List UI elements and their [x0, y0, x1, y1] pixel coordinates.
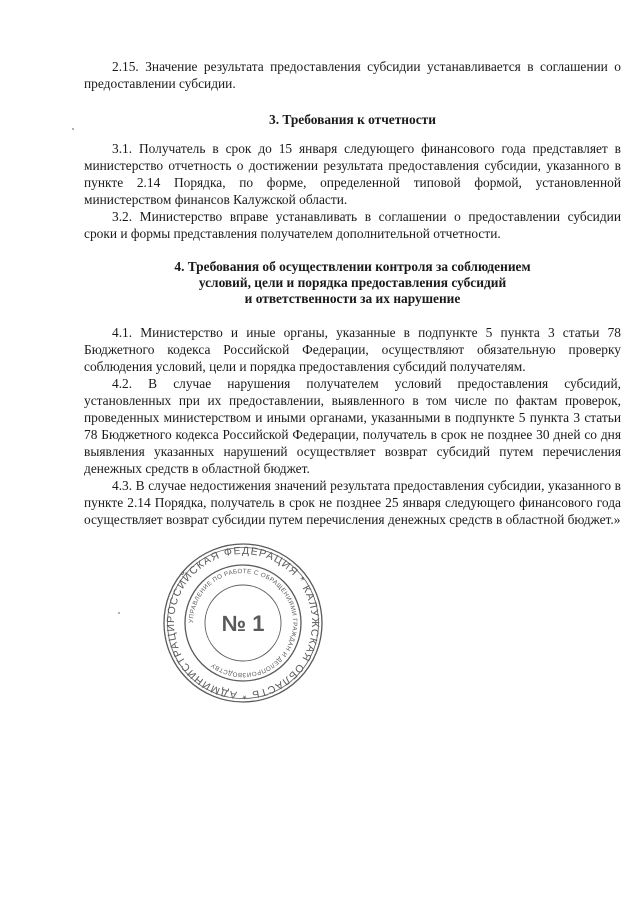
seal-graphic [160, 540, 326, 706]
section-4-heading [84, 259, 621, 307]
paragraph-4-2: 4.2. В случае нарушения получателем условий предоставления субсидий, установленных при их предоставлении, выявленного в том числе по фактам проверок, проведенных министерством и иными органами, указанными в подпункте 5 пункта 3 статьи 78 Бюджетного кодекса Российской Федерации, получатель в срок не позднее 30 дней со дня выявления указанных нарушений осуществляет возврат субсидий путем перечисления денежных средств в областной бюджет. [84, 376, 621, 476]
section-2-tail [84, 58, 621, 92]
section-4-heading-line: и ответственности за их нарушение [244, 291, 461, 306]
section-3-body [84, 140, 621, 242]
section-4-heading-line: 4. Требования об осуществлении контроля за соблюдением [174, 259, 531, 274]
section-4-body [84, 324, 621, 528]
paragraph-3-2: 3.2. Министерство вправе устанавливать в соглашении о предоставлении субсидии сроки и формы представления получателем дополнительной отчетности. [84, 209, 621, 241]
paragraph-3-1: 3.1. Получатель в срок до 15 января следующего финансового года представляет в министерство отчетность о достижении результата предоставления субсидии, указанного в пункте 2.14 Порядка, по форме, определенной типовой формой, установленной министерством финансов Калужской области. [84, 141, 621, 207]
margin-speck [72, 128, 74, 130]
section-3-heading: 3. Требования к отчетности [269, 112, 436, 127]
seal-inner-text: УПРАВЛЕНИЕ ПО РАБОТЕ С ОБРАЩЕНИЯМИ ГРАЖДАН И ДЕЛОПРОИЗВОДСТВУ [187, 567, 299, 679]
paragraph-4-3: 4.3. В случае недостижения значений результата предоставления субсидии, указанного в пункте 2.14 Порядка, получатель в срок не позднее 25 января следующего финансового года осуществляет возврат субсидии путем перечисления денежных средств в областной бюджет.» [84, 478, 621, 527]
paragraph-4-1: 4.1. Министерство и иные органы, указанные в подпункте 5 пункта 3 статьи 78 Бюджетного кодекса Российской Федерации, осуществляют обязательную проверку соблюдения условий, цели и порядка предоставления субсидий получателям. [84, 325, 621, 374]
paragraph-2-15: 2.15. Значение результата предоставления субсидии устанавливается в соглашении о предоставлении субсидии. [84, 59, 621, 91]
section-4-heading-line: условий, цели и порядка предоставления субсидий [198, 275, 507, 290]
section-3-heading-block [84, 112, 621, 128]
official-seal [160, 540, 326, 706]
seal-outer-text: РОССИЙСКАЯ ФЕДЕРАЦИЯ * КАЛУЖСКАЯ ОБЛАСТЬ * АДМИНИСТРАЦИ [164, 544, 322, 702]
section-4-heading-block [84, 259, 621, 307]
seal-number: № 1 [221, 611, 265, 636]
margin-speck [118, 612, 120, 614]
